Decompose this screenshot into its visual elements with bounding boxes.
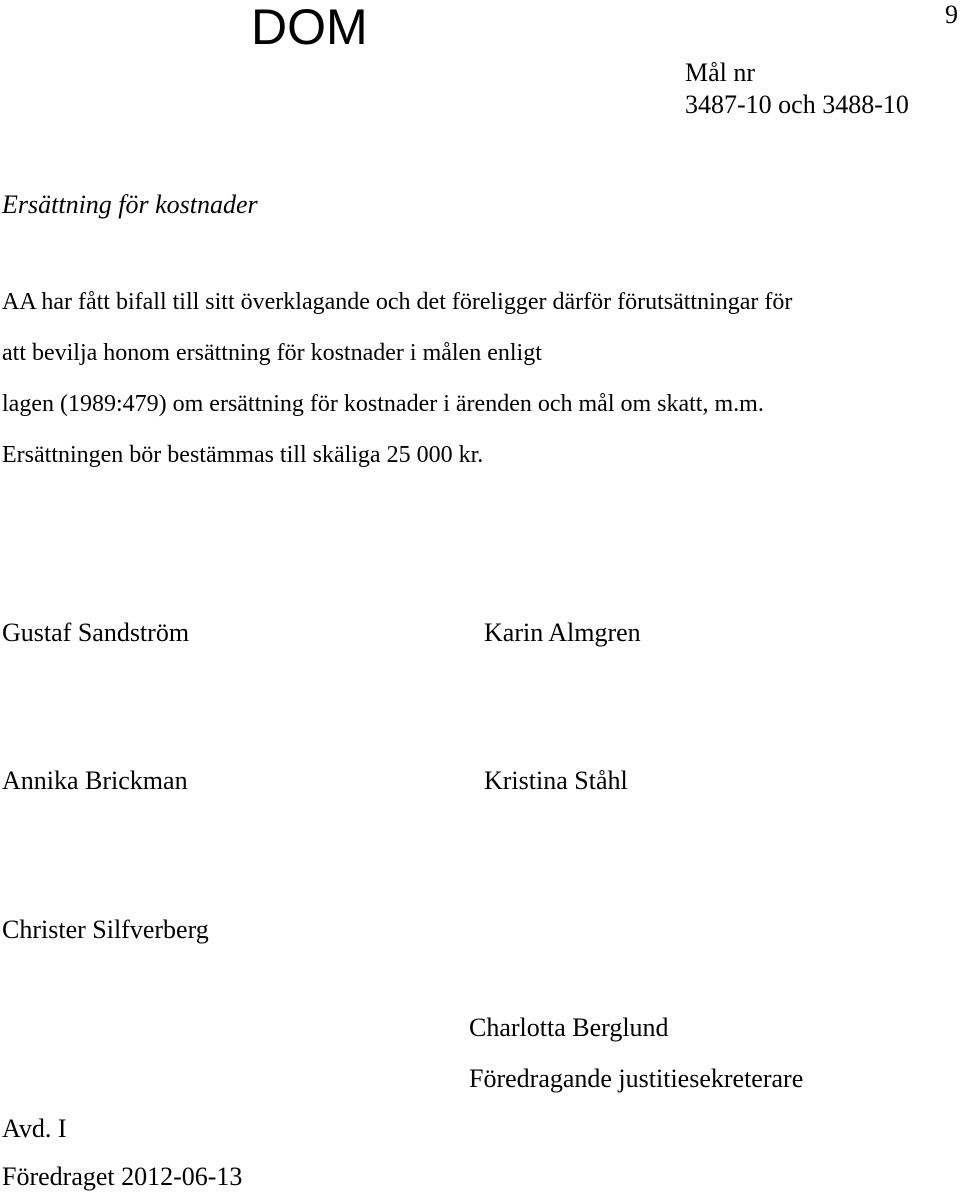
presentation-date: Föredraget 2012-06-13 (2, 1162, 243, 1191)
paragraph-line: att bevilja honom ersättning för kostnader i målen enligt (2, 340, 542, 366)
division: Avd. I (2, 1114, 67, 1143)
paragraph-line: AA har fått bifall till sitt överklagande och det föreligger därför förutsättningar för (2, 289, 793, 315)
judge-signature: Karin Almgren (484, 618, 641, 647)
judge-signature: Annika Brickman (2, 766, 188, 795)
referent-title: Föredragande justitiesekreterare (469, 1064, 804, 1093)
case-numbers: 3487-10 och 3488-10 (685, 90, 909, 119)
document-title: DOM (251, 0, 368, 55)
case-number-label: Mål nr (685, 58, 756, 87)
referent-name: Charlotta Berglund (469, 1013, 669, 1042)
body-paragraph (2, 284, 792, 488)
judge-signature: Kristina Ståhl (484, 766, 628, 795)
paragraph-line: lagen (1989:479) om ersättning för kostnader i ärenden och mål om skatt, m.m. (2, 391, 764, 417)
section-heading: Ersättning för kostnader (2, 190, 258, 219)
judge-signature: Christer Silfverberg (2, 915, 209, 944)
judge-signature: Gustaf Sandström (2, 618, 190, 647)
page-number: 9 (945, 0, 958, 29)
paragraph-line: Ersättningen bör bestämmas till skäliga 25 000 kr. (2, 442, 484, 468)
